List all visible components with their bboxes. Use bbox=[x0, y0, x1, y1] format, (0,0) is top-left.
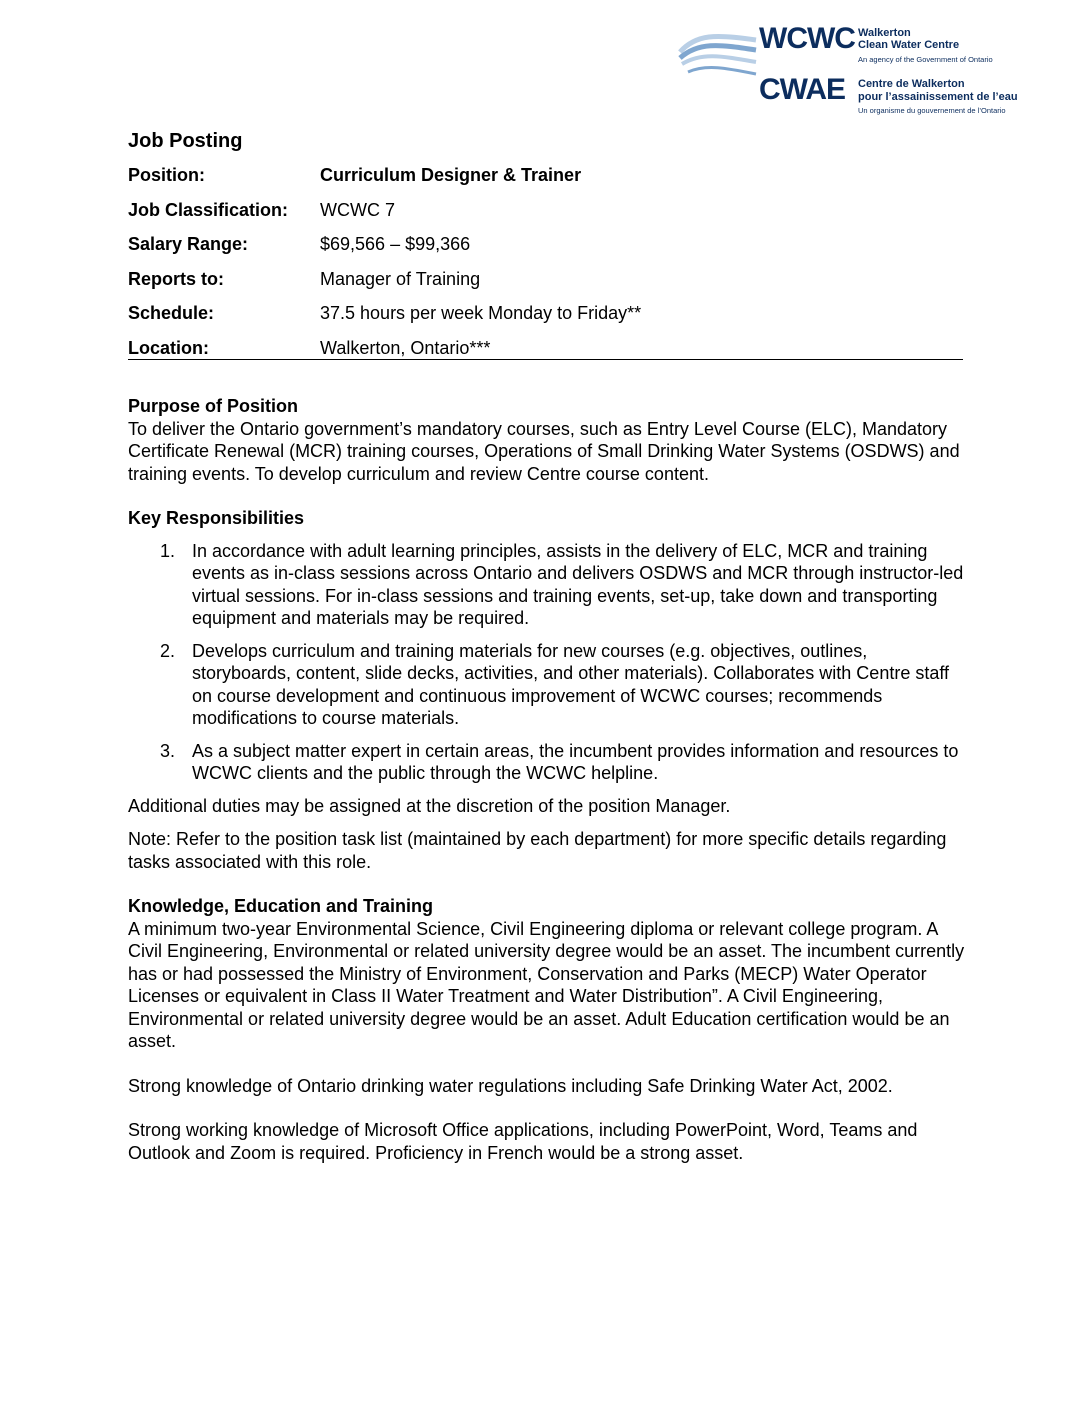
responsibilities-list bbox=[128, 540, 968, 785]
info-label: Salary Range: bbox=[128, 234, 249, 255]
list-item-text: As a subject matter expert in certain areas, the incumbent provides information and resources to WCWC clients and the public through the WCWC helpline. bbox=[192, 740, 959, 783]
list-item bbox=[128, 740, 968, 785]
list-item bbox=[128, 640, 968, 730]
logo-name-fr-line1: Centre de Walkerton bbox=[858, 78, 965, 90]
additional-duties-text: Additional duties may be assigned at the discretion of the position Manager. bbox=[128, 795, 731, 816]
purpose-text: To deliver the Ontario government’s mandatory courses, such as Entry Level Course (ELC), Mandatory Certificate Renewal (MCR) training courses, Operations of Small Drinking Water Systems (OSDWS) and training events. To develop curriculum and review Centre course content. bbox=[128, 418, 960, 484]
list-item-number: 1. bbox=[160, 540, 176, 561]
knowledge-paragraph-1: A minimum two-year Environmental Science, Civil Engineering diploma or relevant college program. A Civil Engineering, Environmental or related university degree would be an asset. The incumbent currently has or had possessed the Ministry of Environment, Conservation and Parks (MECP) Water Operator Licenses or equivalent in Class II Water Treatment and Water Distribution”. A Civil Engineering, Environmental or related university degree would be an asset. Adult Education certification would be an asset. bbox=[128, 918, 965, 1051]
logo-acronym-en: WCWC bbox=[759, 22, 855, 55]
info-row-reports-to bbox=[128, 266, 963, 301]
list-item-number: 2. bbox=[160, 640, 176, 661]
job-info-table bbox=[128, 162, 963, 370]
list-item-text: In accordance with adult learning principles, assists in the delivery of ELC, MCR and training events as in-class sessions across Ontario and delivers OSDWS and MCR through instructor-led virtual sessions. For in-class sessions and training events, set-up, take down and transporting equipment and materials may be required. bbox=[192, 540, 964, 628]
list-item bbox=[128, 540, 968, 630]
info-row-position bbox=[128, 162, 963, 197]
divider bbox=[128, 359, 963, 360]
info-label: Reports to: bbox=[128, 268, 224, 289]
logo-agency-en: An agency of the Government of Ontario bbox=[858, 55, 993, 64]
info-label: Location: bbox=[128, 337, 209, 358]
section-heading-responsibilities: Key Responsibilities bbox=[128, 508, 305, 528]
list-item-text: Develops curriculum and training materials for new courses (e.g. objectives, outlines, storyboards, content, slide decks, activities, and other materials). Collaborates with Centre staff on course development and continuous improvement of WCWC courses; recommends modifications to course materials. bbox=[192, 640, 950, 728]
wave-logo-icon bbox=[678, 24, 758, 84]
logo-name-en-line1: Walkerton bbox=[858, 27, 911, 39]
info-value: 37.5 hours per week Monday to Friday** bbox=[320, 303, 642, 324]
info-row-salary bbox=[128, 231, 963, 266]
info-value: WCWC 7 bbox=[320, 199, 395, 220]
logo-name-en-line2: Clean Water Centre bbox=[858, 39, 960, 51]
list-item-number: 3. bbox=[160, 740, 176, 761]
logo-acronym-fr: CWAE bbox=[759, 73, 845, 106]
page-title: Job Posting bbox=[128, 130, 243, 152]
info-label: Job Classification: bbox=[128, 199, 289, 220]
logo-name-fr-line2: pour l’assainissement de l’eau bbox=[858, 91, 1018, 103]
info-row-schedule bbox=[128, 300, 963, 335]
info-value: Manager of Training bbox=[320, 268, 481, 289]
knowledge-paragraph-2: Strong knowledge of Ontario drinking water regulations including Safe Drinking Water Act, 2002. bbox=[128, 1075, 893, 1096]
section-heading-knowledge: Knowledge, Education and Training bbox=[128, 896, 434, 916]
info-value: Walkerton, Ontario*** bbox=[320, 337, 491, 358]
info-label: Position: bbox=[128, 165, 205, 185]
info-row-location bbox=[128, 335, 963, 370]
knowledge-paragraph-3-line-2: Outlook and Zoom is required. Proficiency in French would be a strong asset. bbox=[128, 1142, 744, 1163]
info-value: Curriculum Designer & Trainer bbox=[320, 165, 582, 185]
note-text: Note: Refer to the position task list (maintained by each department) for more specific details regarding tasks associated with this role. bbox=[128, 829, 947, 872]
info-row-classification bbox=[128, 197, 963, 232]
main-content bbox=[128, 395, 968, 1164]
info-label: Schedule: bbox=[128, 303, 215, 324]
knowledge-paragraph-3-line-1: Strong working knowledge of Microsoft Office applications, including PowerPoint, Word, Teams and bbox=[128, 1120, 918, 1140]
logo-agency-fr: Un organisme du gouvernement de l’Ontario bbox=[858, 106, 1006, 115]
info-value: $69,566 – $99,366 bbox=[320, 234, 471, 255]
section-heading-purpose: Purpose of Position bbox=[128, 396, 299, 416]
organization-logo bbox=[678, 22, 1048, 122]
